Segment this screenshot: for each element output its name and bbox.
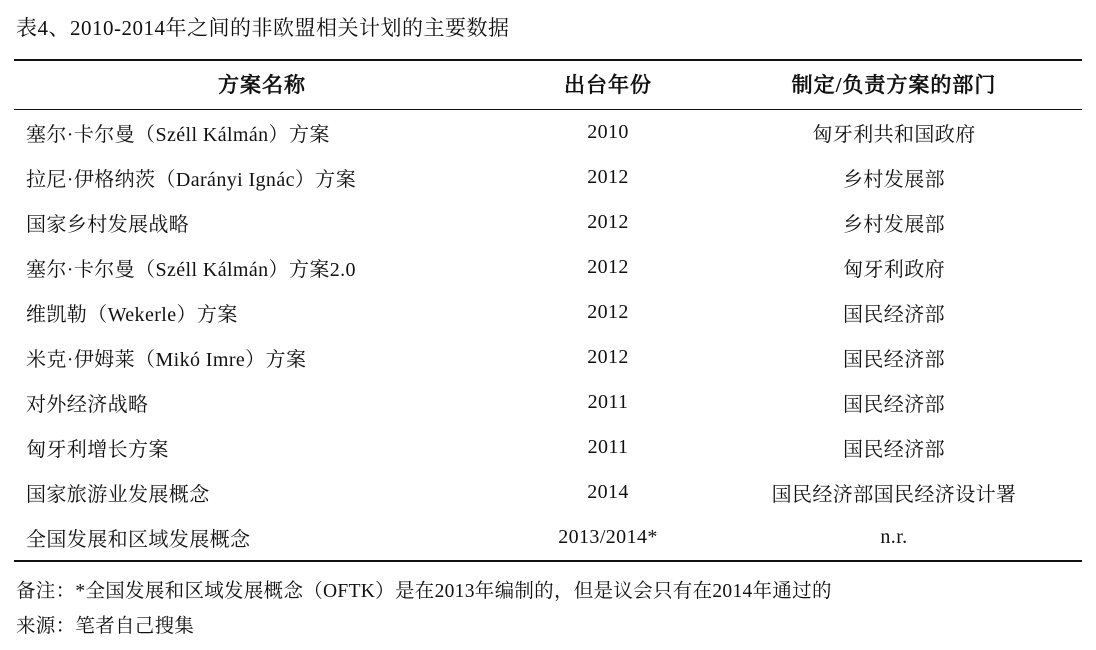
cell-department: 乡村发展部 — [843, 168, 945, 191]
table-row — [14, 380, 1082, 425]
cell-year: 2012 — [587, 300, 629, 323]
table-row — [14, 425, 1082, 470]
cell-year: 2011 — [587, 390, 629, 413]
table-row — [14, 110, 1082, 156]
cell-program-name: 国家乡村发展战略 — [26, 213, 190, 236]
cell-program-name: 塞尔·卡尔曼（Széll Kálmán）方案 — [26, 123, 330, 146]
cell-year: 2010 — [587, 120, 629, 143]
table-row — [14, 155, 1082, 200]
table-row — [14, 335, 1082, 380]
table-header — [14, 60, 1082, 110]
cell-year: 2012 — [587, 255, 629, 278]
cell-department: 国民经济部国民经济设计署 — [771, 483, 1017, 506]
cell-department: 国民经济部 — [843, 393, 945, 416]
cell-year: 2012 — [587, 345, 629, 368]
cell-program-name: 塞尔·卡尔曼（Széll Kálmán）方案2.0 — [26, 258, 356, 281]
table-header-row — [14, 60, 1082, 110]
cell-program-name: 维凯勒（Wekerle）方案 — [26, 303, 238, 326]
cell-department: 国民经济部 — [843, 303, 945, 326]
cell-year: 2012 — [587, 210, 629, 233]
note-source: 来源：笔者自己搜集 — [16, 615, 195, 637]
column-header-department: 制定/负责方案的部门 — [706, 60, 1082, 110]
note-remark: 备注：*全国发展和区域发展概念（OFTK）是在2013年编制的，但是议会只有在2014年通过的 — [16, 581, 832, 603]
cell-department: 国民经济部 — [843, 438, 945, 461]
cell-year: 2013/2014* — [510, 515, 706, 561]
table-caption: 表4、2010-2014年之间的非欧盟相关计划的主要数据 — [16, 16, 510, 40]
cell-year: 2014 — [587, 480, 629, 503]
cell-department: 国民经济部 — [843, 348, 945, 371]
cell-department: n.r. — [706, 515, 1082, 561]
table-row — [14, 470, 1082, 515]
cell-department: 匈牙利共和国政府 — [812, 123, 976, 146]
cell-program-name: 国家旅游业发展概念 — [26, 483, 210, 506]
cell-program-name: 米克·伊姆莱（Mikó Imre）方案 — [26, 348, 307, 371]
column-header-program-name: 方案名称 — [14, 60, 510, 110]
cell-year: 2011 — [587, 435, 629, 458]
cell-department: 乡村发展部 — [843, 213, 945, 236]
cell-program-name: 匈牙利增长方案 — [26, 438, 169, 461]
table-row — [14, 245, 1082, 290]
table-notes — [16, 575, 1082, 643]
column-header-year: 出台年份 — [510, 60, 706, 110]
data-table — [14, 59, 1082, 562]
table-row — [14, 515, 1082, 561]
table-body — [14, 110, 1082, 562]
cell-program-name: 对外经济战略 — [26, 393, 149, 416]
cell-year: 2012 — [587, 165, 629, 188]
cell-program-name: 拉尼·伊格纳茨（Darányi Ignác）方案 — [26, 168, 357, 191]
cell-program-name: 全国发展和区域发展概念 — [14, 515, 510, 561]
table-row — [14, 290, 1082, 335]
cell-department: 匈牙利政府 — [843, 258, 945, 281]
table-row — [14, 200, 1082, 245]
